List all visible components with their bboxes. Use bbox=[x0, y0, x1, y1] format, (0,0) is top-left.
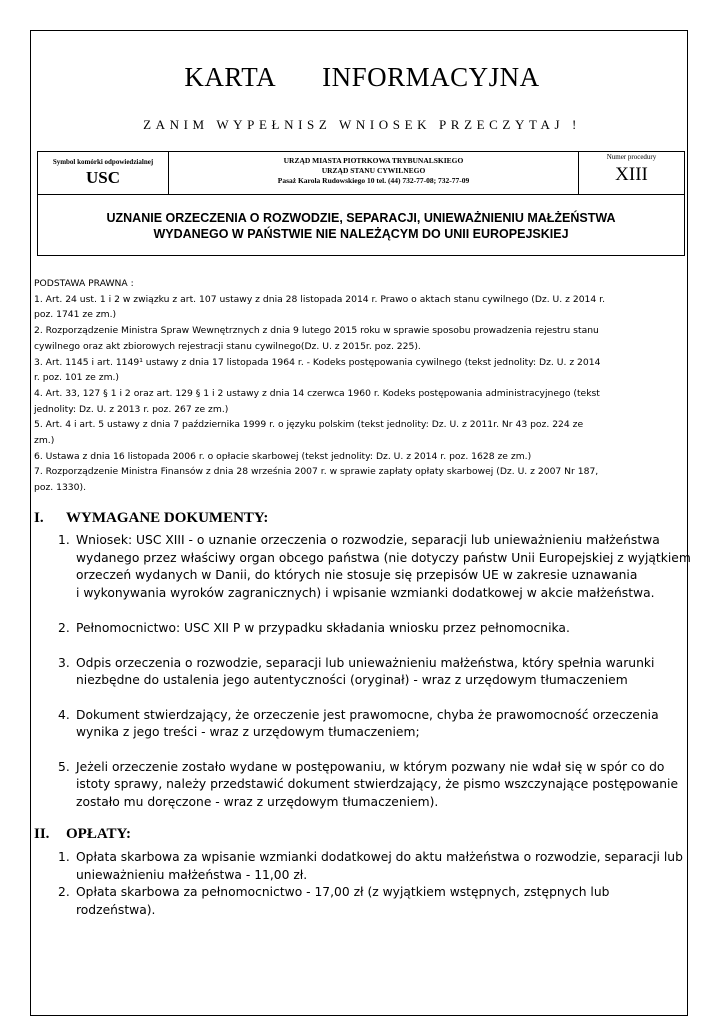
list-item-line: i wykonywania wyroków zagranicznych) i wpisanie wzmianki dodatkowej w akcie małżeństwa. bbox=[76, 585, 655, 600]
list-item-line: Dokument stwierdzający, że orzeczenie jest prawomocne, chyba że prawomocność orzeczenia bbox=[76, 707, 659, 722]
procedure-number: XIII bbox=[615, 164, 648, 185]
section-number: I. bbox=[34, 510, 44, 526]
info-box bbox=[37, 151, 685, 256]
list-item bbox=[58, 655, 698, 690]
legal-basis-line: 2. Rozporządzenie Ministra Spraw Wewnętrznych z dnia 9 lutego 2015 roku w sprawie sposobu prowadzenia rejestru stanu bbox=[34, 325, 599, 337]
list-item-line: Jeżeli orzeczenie zostało wydane w postępowaniu, w którym pozwany nie wdał się w spór co do bbox=[76, 759, 665, 774]
legal-basis-line: 1. Art. 24 ust. 1 i 2 w związku z art. 107 ustawy z dnia 28 listopada 2014 r. Prawo o aktach stanu cywilnego (Dz. U. z 2014 r. bbox=[34, 293, 606, 305]
list-item bbox=[58, 849, 698, 884]
procedure-title-line: UZNANIE ORZECZENIA O ROZWODZIE, SEPARACJI, UNIEWAŻNIENIU MAŁŻEŃSTWA bbox=[106, 211, 616, 225]
procedure-title bbox=[38, 210, 684, 242]
symbol-label: Symbol komórki odpowiedzialnej bbox=[52, 158, 154, 166]
list-item-line: Odpis orzeczenia o rozwodzie, separacji lub unieważnieniu małżeństwa, który spełnia warunki bbox=[76, 655, 655, 670]
legal-basis-line: 6. Ustawa z dnia 16 listopada 2006 r. o opłacie skarbowej (tekst jednolity: Dz. U. z 2014 r. poz. 1628 ze zm.) bbox=[34, 450, 532, 462]
procedure-title-row bbox=[38, 194, 684, 255]
list-item bbox=[58, 620, 698, 638]
list-item-line: Opłata skarbowa za wpisanie wzmianki dodatkowej do aktu małżeństwa o rozwodzie, separacji lub bbox=[76, 850, 683, 864]
section-number: II. bbox=[34, 826, 50, 842]
section-heading-documents bbox=[34, 510, 268, 527]
legal-basis-line: 3. Art. 1145 i art. 1149¹ ustawy z dnia 17 listopada 1964 r. - Kodeks postępowania cywilnego (tekst jednolity: Dz. U. z 2014 bbox=[34, 356, 601, 368]
office-address: Pasaż Karola Rudowskiego 10 tel. (44) 732-77-08; 732-77-09 bbox=[277, 176, 470, 185]
section-heading-fees bbox=[34, 826, 131, 843]
list-item-number: 2. bbox=[58, 885, 70, 899]
list-item-line: unieważnieniu małżeństwa - 11,00 zł. bbox=[76, 867, 308, 882]
procedure-title-line: WYDANEGO W PAŃSTWIE NIE NALEŻĄCYM DO UNII EUROPEJSKIEJ bbox=[153, 227, 569, 241]
list-item-number: 3. bbox=[58, 655, 70, 670]
office-cell bbox=[169, 152, 579, 194]
legal-basis-line: cywilnego oraz akt zbiorowych rejestracji stanu cywilnego(Dz. U. z 2015r. poz. 225). bbox=[34, 340, 421, 352]
list-item bbox=[58, 532, 698, 602]
required-documents-list bbox=[58, 532, 698, 811]
legal-basis-line: r. poz. 101 ze zm.) bbox=[34, 372, 120, 384]
title-word-karta: KARTA bbox=[184, 62, 277, 92]
legal-basis-line: 7. Rozporządzenie Ministra Finansów z dnia 28 września 2007 r. w sprawie zapłaty opłaty skarbowej (Dz. U. z 2007 Nr 187, bbox=[34, 466, 599, 478]
list-item-line: orzeczeń wydanych w Danii, do których nie stosuje się przepisów UE w zakresie uznawania bbox=[76, 568, 638, 582]
list-item-line: Wniosek: USC XIII - o uznanie orzeczenia o rozwodzie, separacji lub unieważnieniu małżeństwa bbox=[76, 533, 660, 547]
list-item bbox=[58, 707, 698, 742]
list-item-line: zostało mu doręczone - wraz z urzędowym tłumaczeniem). bbox=[76, 794, 439, 809]
list-item-line: wynika z jego treści - wraz z urzędowym tłumaczeniem; bbox=[76, 725, 420, 739]
page-subtitle: ZANIM WYPEŁNISZ WNIOSEK PRZECZYTAJ ! bbox=[143, 117, 581, 132]
legal-basis-line: poz. 1330). bbox=[34, 482, 87, 494]
list-item-number: 5. bbox=[58, 759, 70, 774]
procedure-label: Numer procedury bbox=[606, 153, 657, 161]
list-item-line: rodzeństwa). bbox=[76, 902, 156, 917]
list-item-number: 1. bbox=[58, 850, 70, 864]
office-name: URZĄD MIASTA PIOTRKOWA TRYBUNALSKIEGO bbox=[283, 156, 464, 165]
list-item-number: 1. bbox=[58, 533, 70, 547]
list-item-line: niezbędne do ustalenia jego autentyczności (oryginał) - wraz z urzędowym tłumaczeniem bbox=[76, 673, 628, 687]
list-item bbox=[58, 759, 698, 812]
legal-basis-line: 5. Art. 4 i art. 5 ustawy z dnia 7 października 1999 r. o języku polskim (tekst jednolity: Dz. U. z 2011r. Nr 43 poz. 224 ze bbox=[34, 419, 584, 431]
legal-basis-line: 4. Art. 33, 127 § 1 i 2 oraz art. 129 § 1 i 2 ustawy z dnia 14 czerwca 1960 r. Kodeks postępowania administracyjnego (tekst bbox=[34, 387, 600, 399]
list-item-line: Opłata skarbowa za pełnomocnictwo - 17,00 zł (z wyjątkiem wstępnych, zstępnych lub bbox=[76, 885, 610, 899]
symbol-value: USC bbox=[85, 168, 120, 187]
list-item bbox=[58, 884, 698, 919]
list-item-number: 4. bbox=[58, 707, 70, 722]
fees-list bbox=[58, 849, 698, 919]
legal-basis-line: zm.) bbox=[34, 435, 55, 447]
list-item-number: 2. bbox=[58, 621, 70, 635]
legal-basis-line: poz. 1741 ze zm.) bbox=[34, 309, 117, 321]
legal-basis-line: jednolity: Dz. U. z 2013 r. poz. 267 ze zm.) bbox=[34, 403, 229, 415]
symbol-cell bbox=[38, 152, 169, 194]
section-title: WYMAGANE DOKUMENTY: bbox=[66, 510, 269, 526]
legal-basis-heading: PODSTAWA PRAWNA : bbox=[34, 278, 134, 289]
page-title bbox=[0, 62, 724, 93]
list-item-line: istoty sprawy, należy przedstawić dokument stwierdzający, że pismo wszczynające postępowanie bbox=[76, 777, 679, 791]
legal-basis bbox=[34, 276, 664, 496]
office-department: URZĄD STANU CYWILNEGO bbox=[321, 166, 426, 175]
procedure-cell bbox=[579, 152, 684, 194]
list-item-line: wydanego przez właściwy organ obcego państwa (nie dotyczy państw Unii Europejskiej z wyjątkiem bbox=[76, 550, 691, 565]
list-item-line: Pełnomocnictwo: USC XII P w przypadku składania wniosku przez pełnomocnika. bbox=[76, 621, 570, 635]
section-title: OPŁATY: bbox=[66, 826, 132, 842]
title-word-informacyjna: INFORMACYJNA bbox=[322, 62, 540, 92]
